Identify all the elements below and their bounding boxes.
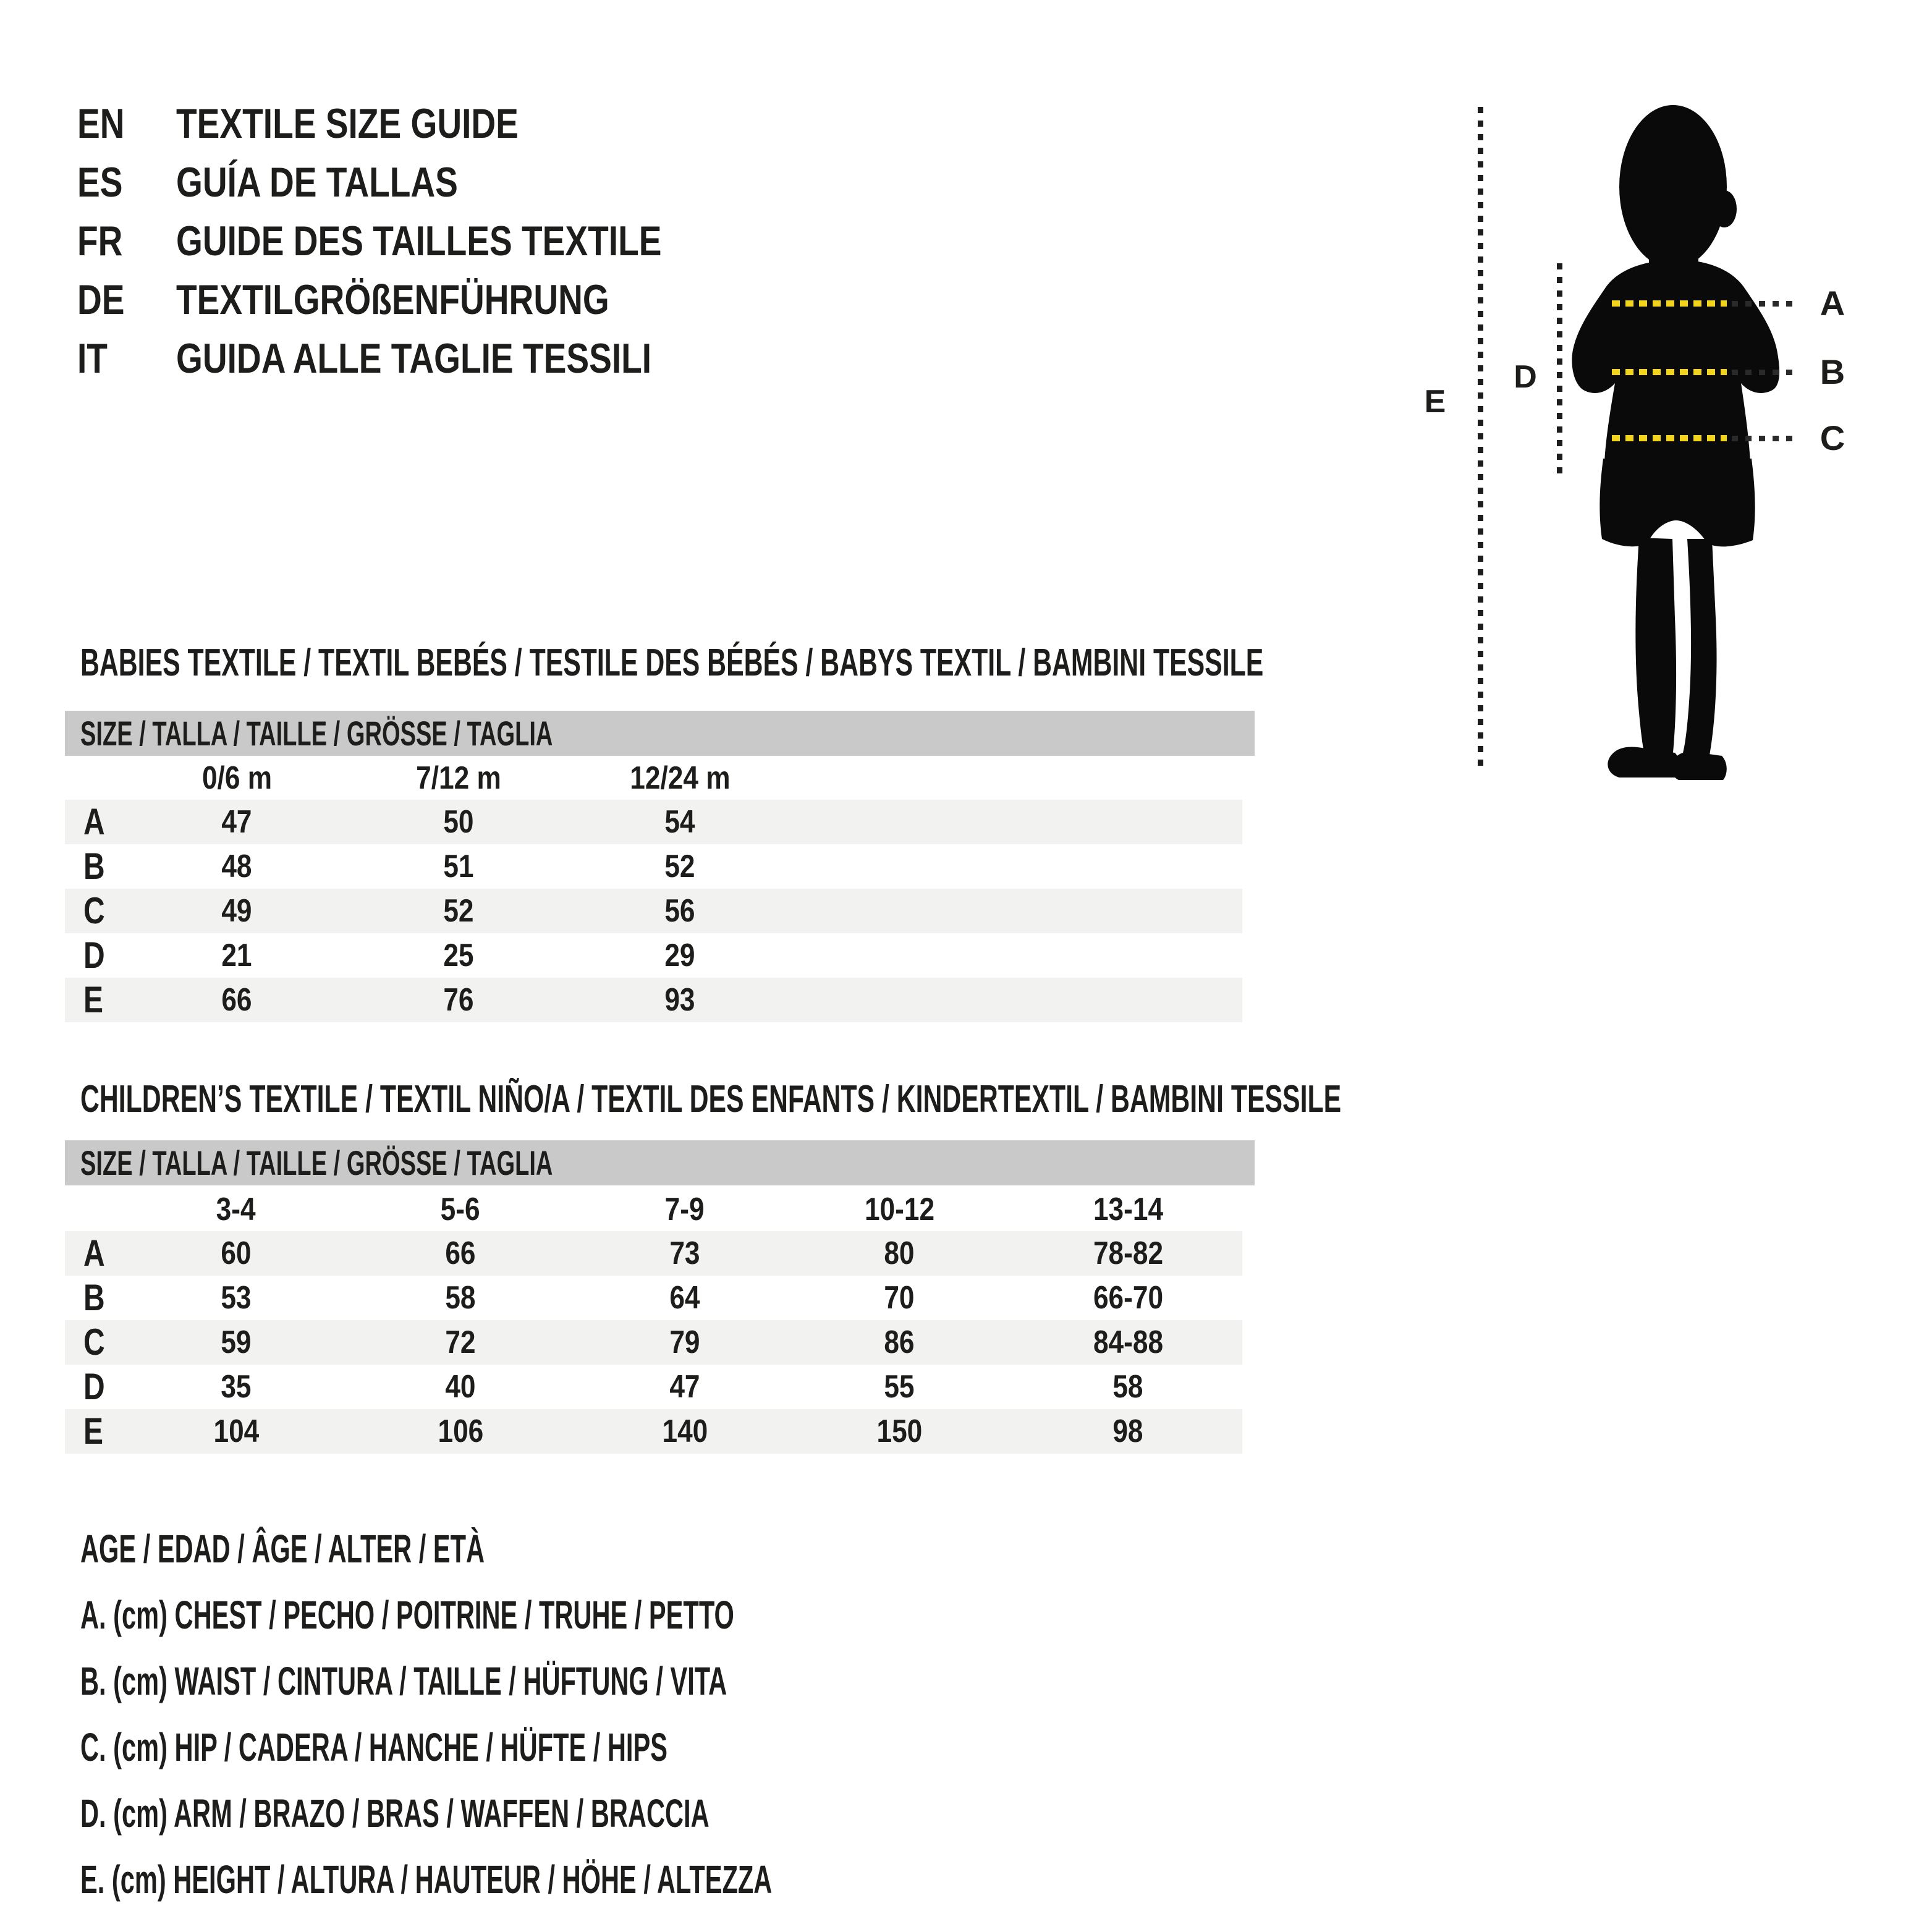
legend-waist-line: B. (cm) WAIST / CINTURA / TAILLE / HÜFTUNG / VITA: [80, 1659, 727, 1703]
language-code: EN: [77, 100, 125, 147]
height-label-e: E: [1424, 384, 1446, 420]
babies-col-12-24m: 12/24 m: [629, 760, 731, 796]
row-label: A: [83, 801, 105, 842]
table-cell: 51: [443, 849, 474, 884]
silhouette-head: [1619, 105, 1727, 268]
table-cell: 70: [884, 1280, 915, 1316]
row-label: E: [83, 979, 104, 1020]
table-cell: 72: [445, 1324, 476, 1360]
legend-chest-line: A. (cm) CHEST / PECHO / POITRINE / TRUHE / PETTO: [80, 1593, 734, 1637]
language-title: GUÍA DE TALLAS: [176, 159, 458, 206]
table-cell: 80: [884, 1235, 915, 1271]
chest-label-a: A: [1820, 284, 1845, 323]
table-cell: 25: [443, 938, 474, 973]
table-cell: 21: [221, 938, 252, 973]
language-code: DE: [77, 276, 125, 323]
children-col-3-4: 3-4: [216, 1192, 256, 1227]
table-cell: 58: [445, 1280, 476, 1316]
row-label: B: [83, 845, 105, 887]
babies-section-heading: BABIES TEXTILE / TEXTIL BEBÉS / TESTILE DES BÉBÉS / BABYS TEXTIL / BAMBINI TESSILE: [80, 642, 1264, 684]
language-code: FR: [77, 218, 123, 265]
language-code: IT: [77, 335, 108, 382]
language-code: ES: [77, 159, 123, 206]
table-cell: 66-70: [1093, 1280, 1163, 1316]
table-cell: 50: [443, 804, 474, 840]
row-label: A: [83, 1232, 105, 1274]
row-label: D: [83, 1366, 105, 1407]
table-cell: 54: [664, 804, 695, 840]
table-cell: 86: [884, 1324, 915, 1360]
silhouette-tshirt: [1572, 260, 1779, 462]
babies-col-0-6m: 0/6 m: [201, 760, 272, 796]
table-cell: 35: [221, 1369, 252, 1405]
children-row-c: [65, 1320, 1242, 1365]
children-column-header-row: [65, 1188, 1242, 1231]
babies-row-a: [65, 800, 1242, 844]
children-row-b: [65, 1276, 1242, 1320]
table-cell: 140: [662, 1413, 708, 1449]
table-cell: 58: [1112, 1369, 1143, 1405]
language-title: GUIDE DES TAILLES TEXTILE: [176, 218, 662, 265]
children-col-5-6: 5-6: [441, 1192, 480, 1227]
child-silhouette-figure: [1545, 105, 1805, 785]
babies-size-header-bar: SIZE / TALLA / TAILLE / GRÖSSE / TAGLIA: [65, 711, 1255, 756]
babies-column-header-row: [65, 758, 1242, 799]
children-row-d: [65, 1365, 1242, 1409]
table-cell: 56: [664, 893, 695, 929]
row-label: E: [83, 1410, 104, 1452]
table-cell: 79: [669, 1324, 700, 1360]
language-title: TEXTILGRÖßENFÜHRUNG: [176, 276, 609, 323]
arm-label-d: D: [1514, 359, 1537, 395]
hip-dash-yellow: [1612, 435, 1727, 441]
waist-dash-dark: [1732, 370, 1800, 375]
table-cell: 48: [221, 849, 252, 884]
row-label: B: [83, 1277, 105, 1318]
children-row-e: [65, 1409, 1242, 1454]
silhouette-right-shoe: [1671, 752, 1727, 780]
table-cell: 52: [664, 849, 695, 884]
table-cell: 40: [445, 1369, 476, 1405]
legend-arm-line: D. (cm) ARM / BRAZO / BRAS / WAFFEN / BRACCIA: [80, 1791, 710, 1836]
table-cell: 150: [876, 1413, 922, 1449]
hip-dash-dark: [1732, 436, 1800, 441]
table-cell: 59: [221, 1324, 252, 1360]
table-cell: 66: [221, 982, 252, 1018]
language-title: GUIDA ALLE TAGLIE TESSILI: [176, 335, 652, 382]
babies-row-e: [65, 978, 1242, 1022]
table-cell: 78-82: [1093, 1235, 1163, 1271]
chest-dash-dark: [1732, 301, 1800, 307]
table-cell: 73: [669, 1235, 700, 1271]
language-title: TEXTILE SIZE GUIDE: [176, 100, 519, 147]
children-section-heading: CHILDREN’S TEXTILE / TEXTIL NIÑO/A / TEXTIL DES ENFANTS / KINDERTEXTIL / BAMBINI TESSILE: [80, 1078, 1342, 1121]
arm-measure-line-d: [1557, 263, 1562, 477]
waist-label-b: B: [1820, 352, 1845, 391]
silhouette-ear: [1712, 190, 1737, 227]
table-cell: 60: [221, 1235, 252, 1271]
babies-row-d: [65, 933, 1242, 978]
babies-row-c: [65, 889, 1242, 933]
children-col-7-9: 7-9: [665, 1192, 705, 1227]
babies-col-7-12m: 7/12 m: [416, 760, 501, 796]
legend-height-line: E. (cm) HEIGHT / ALTURA / HAUTEUR / HÖHE / ALTEZZA: [80, 1857, 773, 1902]
table-cell: 84-88: [1093, 1324, 1163, 1360]
row-label: C: [83, 890, 105, 931]
table-cell: 49: [221, 893, 252, 929]
table-cell: 47: [221, 804, 252, 840]
table-cell: 47: [669, 1369, 700, 1405]
children-col-10-12: 10-12: [864, 1192, 934, 1227]
table-cell: 93: [664, 982, 695, 1018]
table-cell: 53: [221, 1280, 252, 1316]
children-col-13-14: 13-14: [1093, 1192, 1163, 1227]
table-cell: 98: [1112, 1413, 1143, 1449]
children-size-header-bar: SIZE / TALLA / TAILLE / GRÖSSE / TAGLIA: [65, 1140, 1255, 1185]
children-row-a: [65, 1231, 1242, 1276]
hip-label-c: C: [1820, 418, 1845, 457]
table-cell: 52: [443, 893, 474, 929]
table-cell: 64: [669, 1280, 700, 1316]
silhouette-shorts: [1599, 459, 1755, 546]
table-cell: 66: [445, 1235, 476, 1271]
babies-row-b: [65, 844, 1242, 889]
table-cell: 104: [213, 1413, 259, 1449]
table-cell: 76: [443, 982, 474, 1018]
table-cell: 106: [438, 1413, 483, 1449]
waist-dash-yellow: [1612, 369, 1727, 375]
table-cell: 29: [664, 938, 695, 973]
legend-hip-line: C. (cm) HIP / CADERA / HANCHE / HÜFTE / HIPS: [80, 1725, 667, 1769]
measurement-diagram: [1409, 93, 1932, 803]
legend-age-line: AGE / EDAD / ÂGE / ALTER / ETÀ: [80, 1527, 485, 1571]
row-label: C: [83, 1321, 105, 1363]
chest-dash-yellow: [1612, 300, 1727, 307]
table-cell: 55: [884, 1369, 915, 1405]
row-label: D: [83, 934, 105, 976]
